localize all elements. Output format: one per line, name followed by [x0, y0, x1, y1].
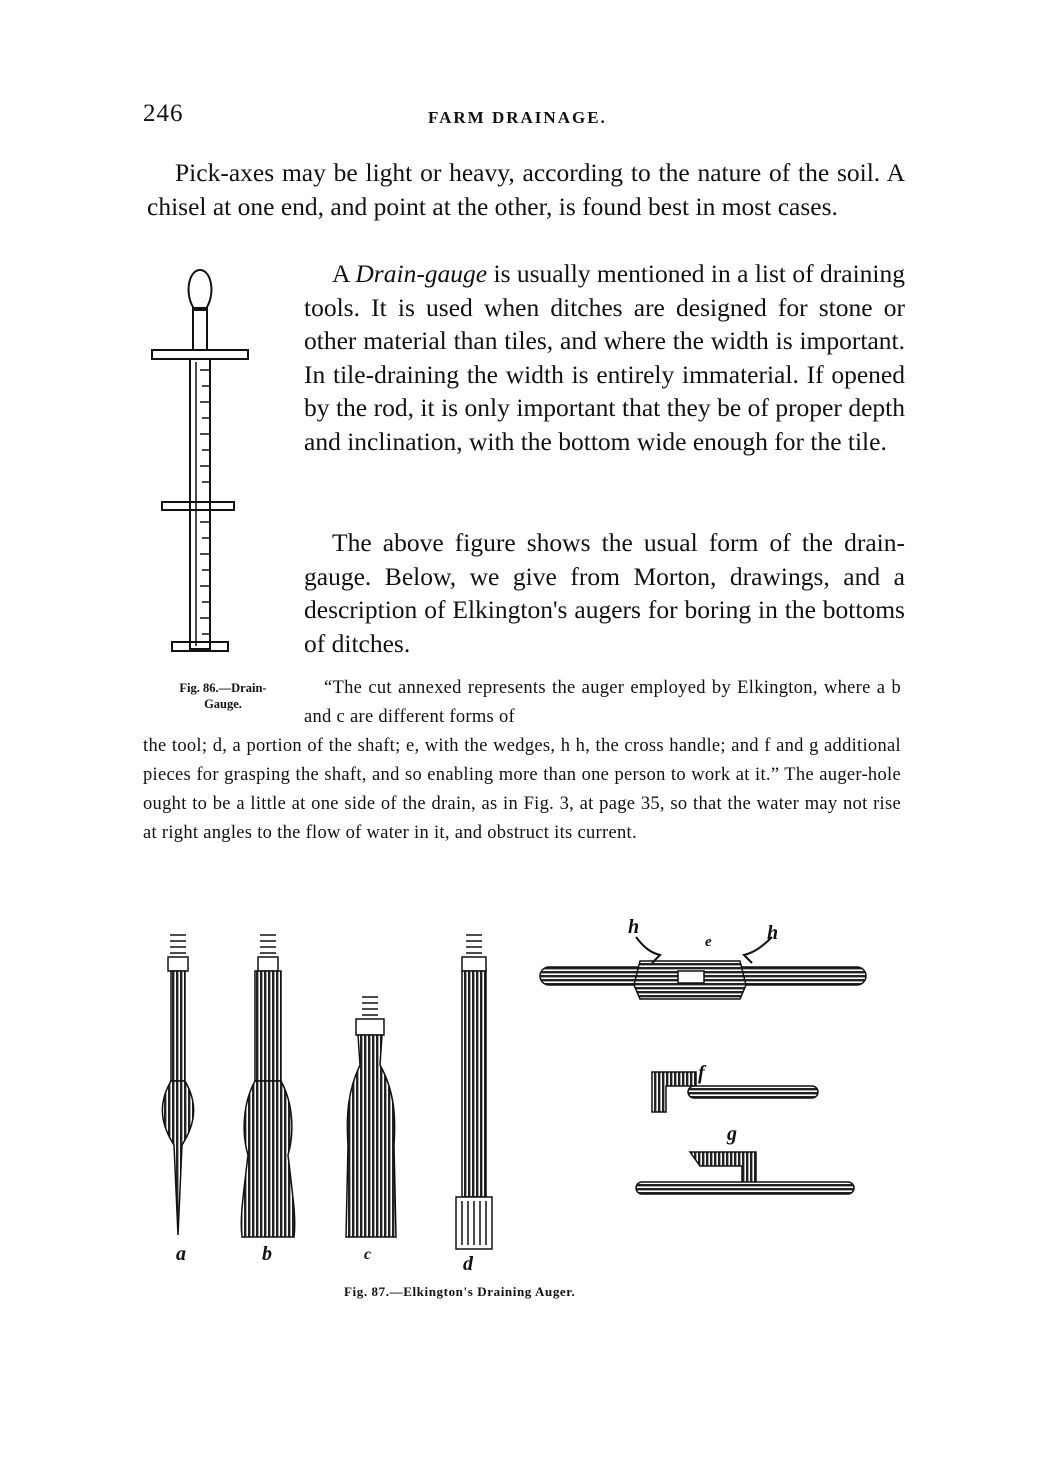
label-h-left: h: [628, 916, 640, 938]
paragraph-2-rest: is usually mentioned in a list of draining tools. It is used when ditches are designed for stone or other material than tiles, and where the width is important. In tile-draining the width is entirely immaterial. If opened by the rod, it is only important that they be of proper depth and inclination, with the bottom wide enough for the tile.: [304, 259, 905, 456]
auger-c: [346, 997, 396, 1237]
label-h-right: h: [767, 922, 779, 944]
label-a: a: [176, 1243, 186, 1265]
spacer-4: [636, 1362, 637, 1363]
drain-gauge-figure: [140, 262, 270, 662]
gauge-scale-marks: [196, 362, 210, 646]
label-g: g: [727, 1123, 737, 1145]
auger-b: [241, 935, 295, 1237]
label-e: e: [705, 934, 712, 950]
spacer-5: [636, 1368, 637, 1369]
fig87-caption: Fig. 87.—Elkington's Draining Auger.: [344, 1284, 576, 1299]
grip-pieces-figure: [630, 1060, 870, 1210]
label-c: c: [364, 1246, 372, 1263]
paragraph-pick-axes: Pick-axes may be light or heavy, according to the nature of the soil. A chisel at one end, and point at the other, is found best in most cases.: [147, 158, 905, 221]
label-d: d: [463, 1253, 473, 1275]
fig86-caption: [143, 680, 303, 712]
label-b: b: [262, 1243, 272, 1265]
gauge-handle: [189, 270, 212, 310]
fig86-caption-line1: Fig. 86.—Drain-: [179, 681, 267, 695]
auger-a: [162, 935, 193, 1235]
page-number: 246: [143, 100, 184, 127]
quote-first-lines: “The cut annexed represents the auger employed by Elkington, where a b and c are different forms of: [304, 678, 901, 727]
spacer: [630, 1360, 631, 1361]
paragraph-2-lead: A: [332, 259, 356, 288]
gauge-crossbar-middle: [162, 502, 234, 510]
fig86-caption-line2: Gauge.: [204, 697, 242, 711]
running-head: FARM DRAINAGE.: [428, 108, 607, 127]
piece-f: [652, 1072, 818, 1112]
label-f: f: [698, 1062, 705, 1084]
quote-rest: the tool; d, a portion of the shaft; e, with the wedges, h h, the cross handle; and f and g additional pieces for grasping the shaft, and so enabling more than one person to work at it.” The auger-hole ought to be a little at one side of the drain, as in Fig. 3, at page 35, so that the water may not rise at right angles to the flow of water in it, and obstruct its current.: [143, 736, 901, 843]
gauge-crossbar-top: [152, 350, 248, 359]
spacer-3: [636, 1365, 637, 1366]
drain-gauge-term: Drain-gauge: [355, 259, 488, 288]
spacer-7: [636, 1360, 637, 1361]
auger-d: [456, 935, 492, 1249]
piece-g: [636, 1152, 854, 1194]
paragraph-above-figure: The above figure shows the usual form of the drain-gauge. Below, we give from Morton, drawings, and a description of Elkington's augers for boring in the bottoms of ditches.: [304, 528, 905, 658]
cross-handle-e: [540, 937, 866, 999]
wedge-h-left: [636, 937, 660, 963]
paragraph-drain-gauge: [304, 257, 905, 459]
gauge-grip: [193, 308, 207, 350]
